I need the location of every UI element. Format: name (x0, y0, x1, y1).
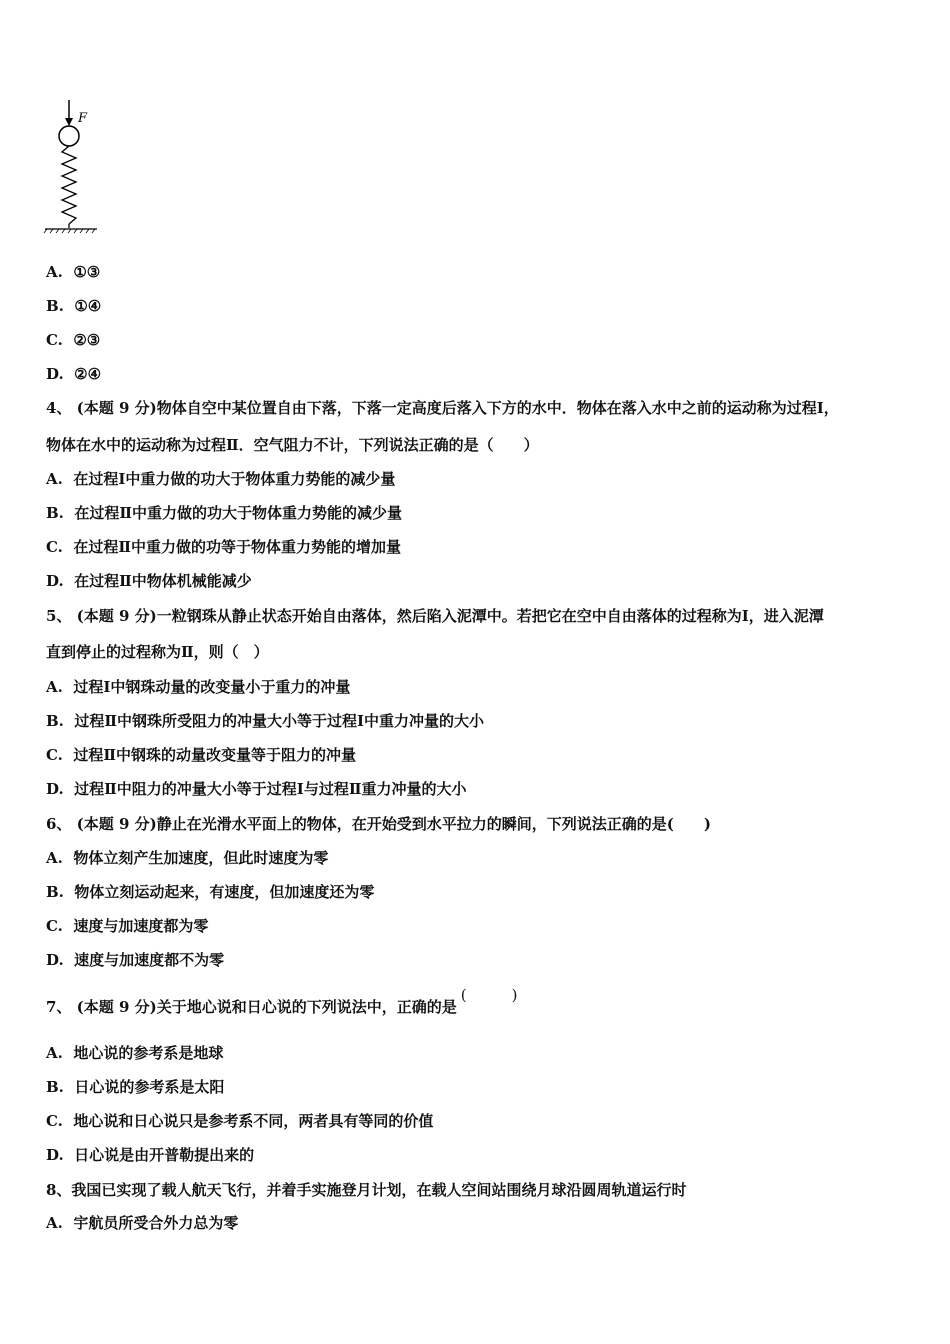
q7-option-a: A. 地心说的参考系是地球 (46, 1044, 224, 1062)
q7-option-d: D. 日心说是由开普勒提出来的 (46, 1146, 255, 1164)
q6-option-b: B. 物体立刻运动起来，有速度，但加速度还为零 (46, 883, 375, 901)
q4-stem-line2: 物体在水中的运动称为过程Ⅱ．空气阻力不计，下列说法正确的是（ ） (46, 436, 539, 454)
q7-option-c: C. 地心说和日心说只是参考系不同，两者具有等同的价值 (46, 1112, 434, 1130)
q8-stem: 8、我国已实现了载人航天飞行，并着手实施登月计划，在载人空间站围绕月球沿圆周轨道运行时 (46, 1181, 687, 1199)
q5-stem-line1: 5、 (本题 9 分)一粒钢珠从静止状态开始自由落体，然后陷入泥潭中。若把它在空中自由落体的过程称为Ⅰ，进入泥潭 (46, 607, 824, 625)
q6-option-d: D. 速度与加速度都不为零 (46, 951, 225, 969)
q4-stem-line1: 4、 (本题 9 分)物体自空中某位置自由下落，下落一定高度后落入下方的水中．物体在落入水中之前的运动称为过程Ⅰ， (46, 399, 839, 417)
q6-option-a: A. 物体立刻产生加速度，但此时速度为零 (46, 849, 329, 867)
q4-option-c: C. 在过程Ⅱ中重力做的功等于物体重力势能的增加量 (46, 538, 402, 556)
q3-option-d: D. ②④ (46, 365, 102, 383)
q3-option-c: C. ②③ (46, 331, 101, 349)
spring-diagram (40, 96, 110, 236)
q5-option-c: C. 过程Ⅱ中钢珠的动量改变量等于阻力的冲量 (46, 746, 357, 764)
force-label: F (78, 111, 88, 126)
q6-stem: 6、 (本题 9 分)静止在光滑水平面上的物体，在开始受到水平拉力的瞬间，下列说法正确的是( ) (46, 815, 711, 833)
q4-option-b: B. 在过程Ⅱ中重力做的功大于物体重力势能的减少量 (46, 504, 403, 522)
q5-option-a: A. 过程Ⅰ中钢珠动量的改变量小于重力的冲量 (46, 678, 351, 696)
q3-option-a: A. ①③ (46, 263, 101, 281)
spring-force-figure (40, 96, 110, 240)
q7-option-b: B. 日心说的参考系是太阳 (46, 1078, 225, 1096)
q4-option-d: D. 在过程Ⅱ中物体机械能减少 (46, 572, 252, 590)
q3-option-b: B. ①④ (46, 297, 102, 315)
q5-stem-line2: 直到停止的过程称为Ⅱ，则（ ） (46, 643, 269, 661)
q5-option-d: D. 过程Ⅱ中阻力的冲量大小等于过程Ⅰ与过程Ⅱ重力冲量的大小 (46, 780, 467, 798)
q6-option-c: C. 速度与加速度都为零 (46, 917, 209, 935)
q7-answer-paren: ( ) (460, 986, 518, 1004)
q5-option-b: B. 过程Ⅱ中钢珠所受阻力的冲量大小等于过程Ⅰ中重力冲量的大小 (46, 712, 485, 730)
q7-stem: 7、 (本题 9 分)关于地心说和日心说的下列说法中，正确的是( ) (46, 986, 518, 1016)
q4-option-a: A. 在过程Ⅰ中重力做的功大于物体重力势能的减少量 (46, 470, 396, 488)
q8-option-a: A. 宇航员所受合外力总为零 (46, 1214, 239, 1232)
